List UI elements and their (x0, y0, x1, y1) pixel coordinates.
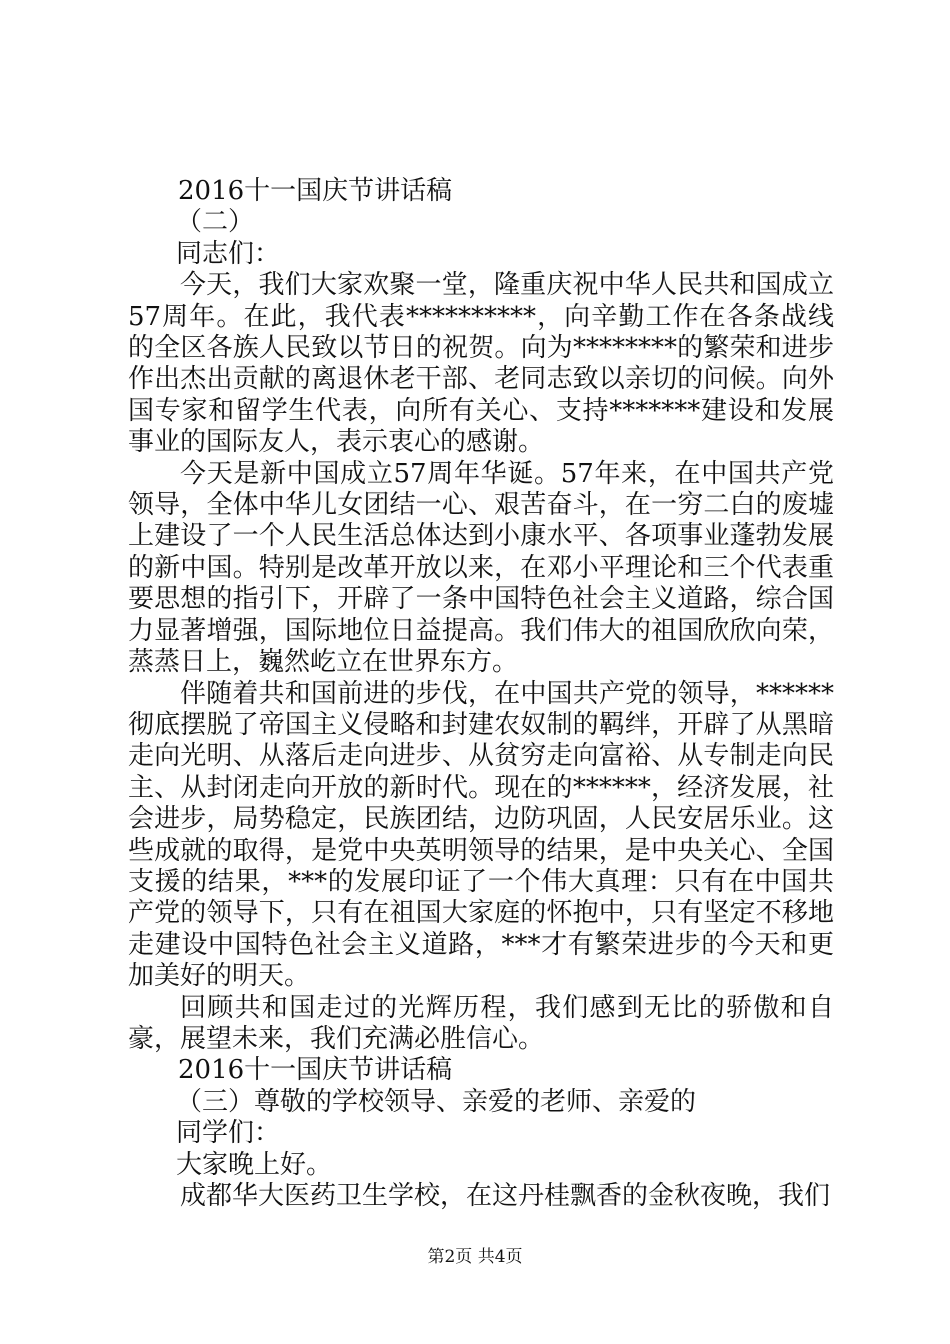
paragraph-5: 成都华大医药卫生学校，在这丹桂飘香的金秋夜晚，我们 (180, 1181, 831, 1211)
section-number: （二） (176, 207, 255, 238)
paragraph-2: 今天是新中国成立57周年华诞。57年来，在中国共产党领导，全体中华儿女团结一心、艰苦奋斗，在一穷二白的废墟上建设了一个人民生活总体达到小康水平、各项事业蓬勃发展的新中国。特别是改革开放以来，在邓小平理论和三个代表重要思想的指引下，开辟了一条中国特色社会主义道路，综合国力显著增强，国际地位日益提高。我们伟大的祖国欣欣向荣，蒸蒸日上，巍然屹立在世界东方。 (128, 458, 834, 678)
section-three-heading: （三）尊敬的学校领导、亲爱的老师、亲爱的 (176, 1086, 697, 1117)
paragraph-1: 今天，我们大家欢聚一堂，隆重庆祝中华人民共和国成立57周年。在此，我代表**********，向辛勤工作在各条战线的全区各族人民致以节日的祝贺。向为********的繁荣和进步作出杰出贡献的离退休老干部、老同志致以亲切的问候。向外国专家和留学生代表，向所有关心、支持*******建设和发展事业的国际友人，表示衷心的感谢。 (128, 270, 834, 458)
document-title: 2016十一国庆节讲话稿 (178, 176, 453, 206)
page-number-footer: 第2页 共4页 (427, 1247, 523, 1267)
document-body (128, 176, 834, 1212)
paragraph-4: 回顾共和国走过的光辉历程，我们感到无比的骄傲和自豪，展望未来，我们充满必胜信心。 (128, 992, 834, 1054)
paragraph-3: 伴随着共和国前进的步伐，在中国共产党的领导，******彻底摆脱了帝国主义侵略和封建农奴制的羁绊，开辟了从黑暗走向光明、从落后走向进步、从贫穷走向富裕、从专制走向民主、从封闭走向开放的新时代。现在的******，经济发展，社会进步，局势稳定，民族团结，边防巩固，人民安居乐业。这些成就的取得，是党中央英明领导的结果，是中央关心、全国支援的结果，***的发展印证了一个伟大真理：只有在中国共产党的领导下，只有在祖国大家庭的怀抱中，只有坚定不移地走建设中国特色社会主义道路，***才有繁荣进步的今天和更加美好的明天。 (128, 678, 834, 992)
salutation-students: 同学们： (176, 1118, 281, 1149)
salutation: 同志们： (176, 238, 281, 269)
second-title: 2016十一国庆节讲话稿 (178, 1055, 453, 1086)
greeting: 大家晚上好。 (176, 1149, 333, 1180)
